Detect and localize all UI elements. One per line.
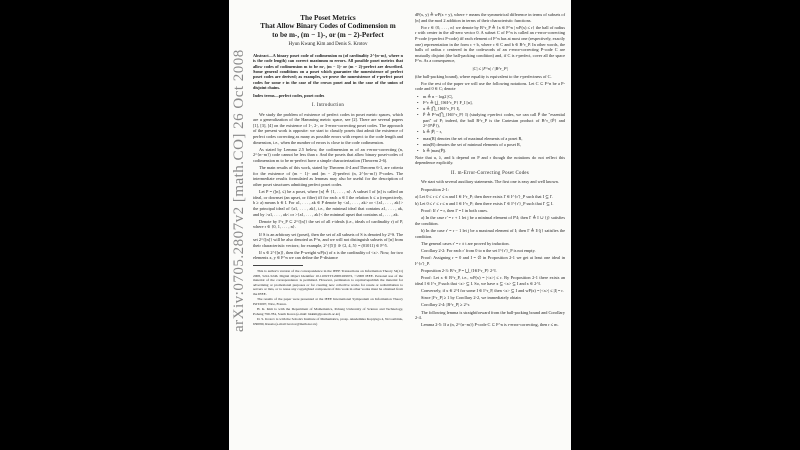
right-column [415,12,565,330]
proof-text: Proof: Let x ∈ B^r_P, i.e., wP(x) = |<x>| ≤ r. By Proposition 2-1 there exists an ideal I ∈ I^r_P such that <x> ⊆ I. So, we have x ⊆ <x> ⊆ I and x ∈ 2^I. [415,275,565,286]
ball-packing-equation: |C| ≤ |F^n| / |B^r_P| [472,65,508,71]
body-paragraph: For the rest of the paper we will use the following notations. Let C ⊂ F^n be a P-code and 0 ∈ C; denote [415,80,565,92]
intro-paragraph: Denote by I^r_P ⊂ 2^{[n]} the set of all r-ideals (i.e., ideals of cardinality r) of P, where r ∈ {0, 1, . . . , n}. [253,218,403,230]
paper-page [229,0,571,450]
corollary: Corollary 2-4: |B^r_P| ≥ 2^r. [421,302,471,308]
proposition-part: b) Let 0 ≤ r' ≤ r ≤ n and I ∈ I^r_P; then there exists I' ∈ I^{r'}_P such that I' ⊆ I. [415,200,554,206]
lemma: Lemma 2-5: If a (n, 2^{n−m}) P-code C ⊂ F^n is r-error-correcting, then r ≤ m. [421,322,559,328]
proof-text: b) In the case r' = r − 1 let j be a maximal element of I; then I' ≜ I\{j} satisfies the condition. [415,228,565,239]
intro-paragraph: As stated by Lemma 2.5 below, the codimension m of an r-error-correcting (n, 2^{n−m}) code cannot be less than r. And the posets that allow binary poset-codes of codimension m to be m-perfect have a simple characterization (Theorem 2-6). [253,146,403,163]
intro-paragraph: If x ∈ 2^{[n]}, then the P-weight wP(x) of x is the cardinality of <x>. Now, for two elements x, y ∈ F^n we can define the P-distance [253,249,403,261]
intro-paragraph: If S is an arbitrary set (poset), then the set of all subsets of S is denoted by 2^S. The set 2^{[n]} will be also denoted as F^n, and we will not distinguish subsets of [n] from their characteristic vectors; for example, 2^{[5]} ∋ {2, 4, 5} = (01011) ∈ F^5. [253,231,403,248]
intro-paragraph: We study the problem of existence of perfect codes in poset metric spaces, which are a generalization of the Hamming metric space, see [2]. There are several papers [1], [3], [4] on the existence of 1-, 2-, or 3-error-correcting poset codes. The approach of the present work is opposite: we start to classify posets that admit the existence of perfect codes correcting as many as possible errors with respect to the code length and dimension, i.e., when the number of errors is close to the code codimension. [253,111,403,145]
proposition: Proposition 2-3: B^r_P = ⋃_{I∈I^r_P} 2^I. [421,268,497,274]
proposition-part: a) Let 0 ≤ r ≤ r' ≤ n and I ∈ I^r_P; then there exists I' ∈ I^{r'}_P such that I ⊆ I'. [415,193,554,199]
notation-item: • min(R) denotes the set of minimal elements of a poset R, [423,142,565,148]
section-heading-m-error: II. m-Error-Correcting Poset Codes [450,170,530,176]
footnotes [253,269,403,326]
arxiv-identifier: arXiv:0705.2807v2 [math.CO] 26 Oct 2008 [231,49,247,332]
intro-paragraph: Let P = ([n], ≤) be a poset, where [n] ≜ {1, . . . , n}. A subset I of [n] is called an ideal, or downset (an upset, or filter) iff for each a ∈ I the relation b ≤ a (respectively, b ≥ a) means b ∈ I. For a1, . . . , ak ∈ P denote by <a1, . . . , ak> or <{a1, . . . , ak}> the principal ideal of {a1, . . . , ak}, i.e., the minimal ideal that contains a1, . . . , ak, and by >a1, . . . , ak< or >{a1, . . . , ak}< the minimal upset that contains a1, . . . , ak. [253,189,403,217]
body-paragraph: (the ball-packing bound), where equality is equivalent to the r-perfectness of C. [415,73,552,79]
proof-text: Conversely, if x ∈ 2^I for some I ∈ I^r_P, then <x> ⊆ I and wP(x) = |<x>| ≤ |I| = r. [421,288,564,293]
body-paragraph: The following lemma is straightforward from the ball-packing bound and Corollary 2-4. [415,309,565,321]
body-paragraph: For r ∈ {0, . . . , n} we denote by B^r_P ≜ {x ∈ F^n | wP(x) ≤ r} the ball of radius r with center in the all-zero vector 0. A subset C of F^n is called an r-error-correcting P-code (r-perfect P-code) iff each element of F^n has at most one (respectively, exactly one) representation in the form c + b, where c ∈ C and b ∈ B^r_P. In other words, the balls of radius r centered in the codewords of an r-error-correcting P-code C are mutually disjoint (the ball-packing condition) and, if C is r-perfect, cover all the space F^n. As a consequence, [415,24,565,64]
notation-item: • m ≜ n − log2 |C|, [423,94,565,100]
proposition-title: Proposition 2-1: [421,186,449,192]
notation-item: • k ≜ |P̄| − r, [423,129,565,135]
proof-text: Proof: Assigning r = 0 and I = ∅ in Proposition 2-1 we get at least one ideal in I^{r'}_P. [415,255,565,266]
notation-item: • h ≜ |max(P̄)|. [423,148,565,154]
section-heading-introduction: I. Introduction [311,103,345,109]
footnote: This is author's version of the correspondence in the IEEE Transactions on Information Theory 54(11) 2008, 5241-5246. Digital Object Identifier 10.1109/TIT.2008.929972, ©2008 IEEE. Personal use of the material of the correspondence is permitted. However, permission to reprint/republish the material for advertising or promotional purposes or for creating new collective works for resale or redistribution to servers or lists, or to reuse any copyrighted component of this work in other works must be obtained from the IEEE. [253,269,403,296]
notation-item: • P̄ ≜ P^n(⋂_{I∈I^r_P} I) (studying r-perfect codes, we can call P̄ the "essential part" of P; indeed, the ball B^r_P is the Cartesian product of B^r_{P̄} and 2^{P\P̄}), [423,112,565,129]
notation-item: • F^r ≜ ⋃_{I∈I^r_P} F_I [n], [423,100,565,106]
footnote: D. S. Krotov is with the Sobolev Institute of Mathematics, prosp. Akademika Koptyuga 4, Novosibirsk, 630090, Russia (e-mail: krotov@math.nsc.ru) [253,317,403,326]
paper-title-line-3: to be m-, (m − 1)-, or (m − 2)-Perfect [272,30,384,39]
abstract: Abstract—A binary poset code of codimension m (of cardinality 2^{n−m}, where n is the code length) can correct maximum m errors. All possible poset metrics that allow codes of codimension m to be m-, (m − 1)- or (m − 2)-perfect are described. Some general conditions on a poset which guarantee the nonexistence of perfect poset codes are derived; as examples, we prove the nonexistence of r-perfect poset codes for some r in the case of the crown poset and in the case of the union of disjoint chains. [253,52,403,91]
corollary: Corollary 2-2: For each r' from 0 to n the set I^{r'}_P is not empty. [421,248,536,254]
paper-title-line-2: That Allow Binary Codes of Codimension m [260,22,396,31]
footnote: H. K. Kim is with the Department of Mathematics, Pohang University of Science and Technology, Pohang 790-784, South Korea (e-mail: hkkim@postech.ac.kr) [253,307,403,316]
notation-item: • max(R) denotes the set of maximal elements of a poset R, [423,136,565,142]
footnote: The results of the paper were presented at the IEEE International Symposium on Information Theory ISIT2007, Nice, France. [253,297,403,306]
body-paragraph: Note that u, λ, and k depend on P and r though the notations do not reflect this dependence explicitly. [415,154,565,166]
proof-text: a) In the case r' = r + 1 let j be a minimal element of P\I; then I' ≜ I ∪ {j} satisfies the condition. [415,215,565,226]
proof-text: Since |I^r_P| ≥ 1 by Corollary 2-2, we immediately obtain [421,295,521,301]
left-column [253,14,403,327]
footnote-rule [253,265,303,266]
paper-authors: Hyun Kwang Kim and Denis S. Krotov [288,42,368,48]
intro-paragraph: The main results of this work, stated by Theorem 4-4 and Theorem 6-1, are criteria for the existence of (m − 1)- and (m − 2)-perfect (n, 2^{n−m}) P-codes. The intermediate results formulated as lemmas may also be useful for the description of other poset structures admitting perfect poset codes. [253,165,403,187]
proof-text: The general cases r' = r ± t are proved by induction. [421,240,510,246]
proof-text: Proof: If r' = r, then I' = I in both cases. [421,208,488,214]
body-paragraph: dP(x, y) ≜ wP(x + y), where + means the symmetrical difference in terms of subsets of [n] and the mod 2 addition in terms of their characteristic functions. [415,12,565,23]
notation-item: • u ≜ |⋂_{I∈I^r_P} I|, [423,106,565,112]
notation-list [415,94,565,154]
paper-title-line-1: The Poset Metrics [300,14,356,22]
body-paragraph: We start with several auxiliary statements. The first one is easy and well known. [421,179,559,185]
index-terms: Index terms—perfect codes, poset codes [253,92,325,98]
